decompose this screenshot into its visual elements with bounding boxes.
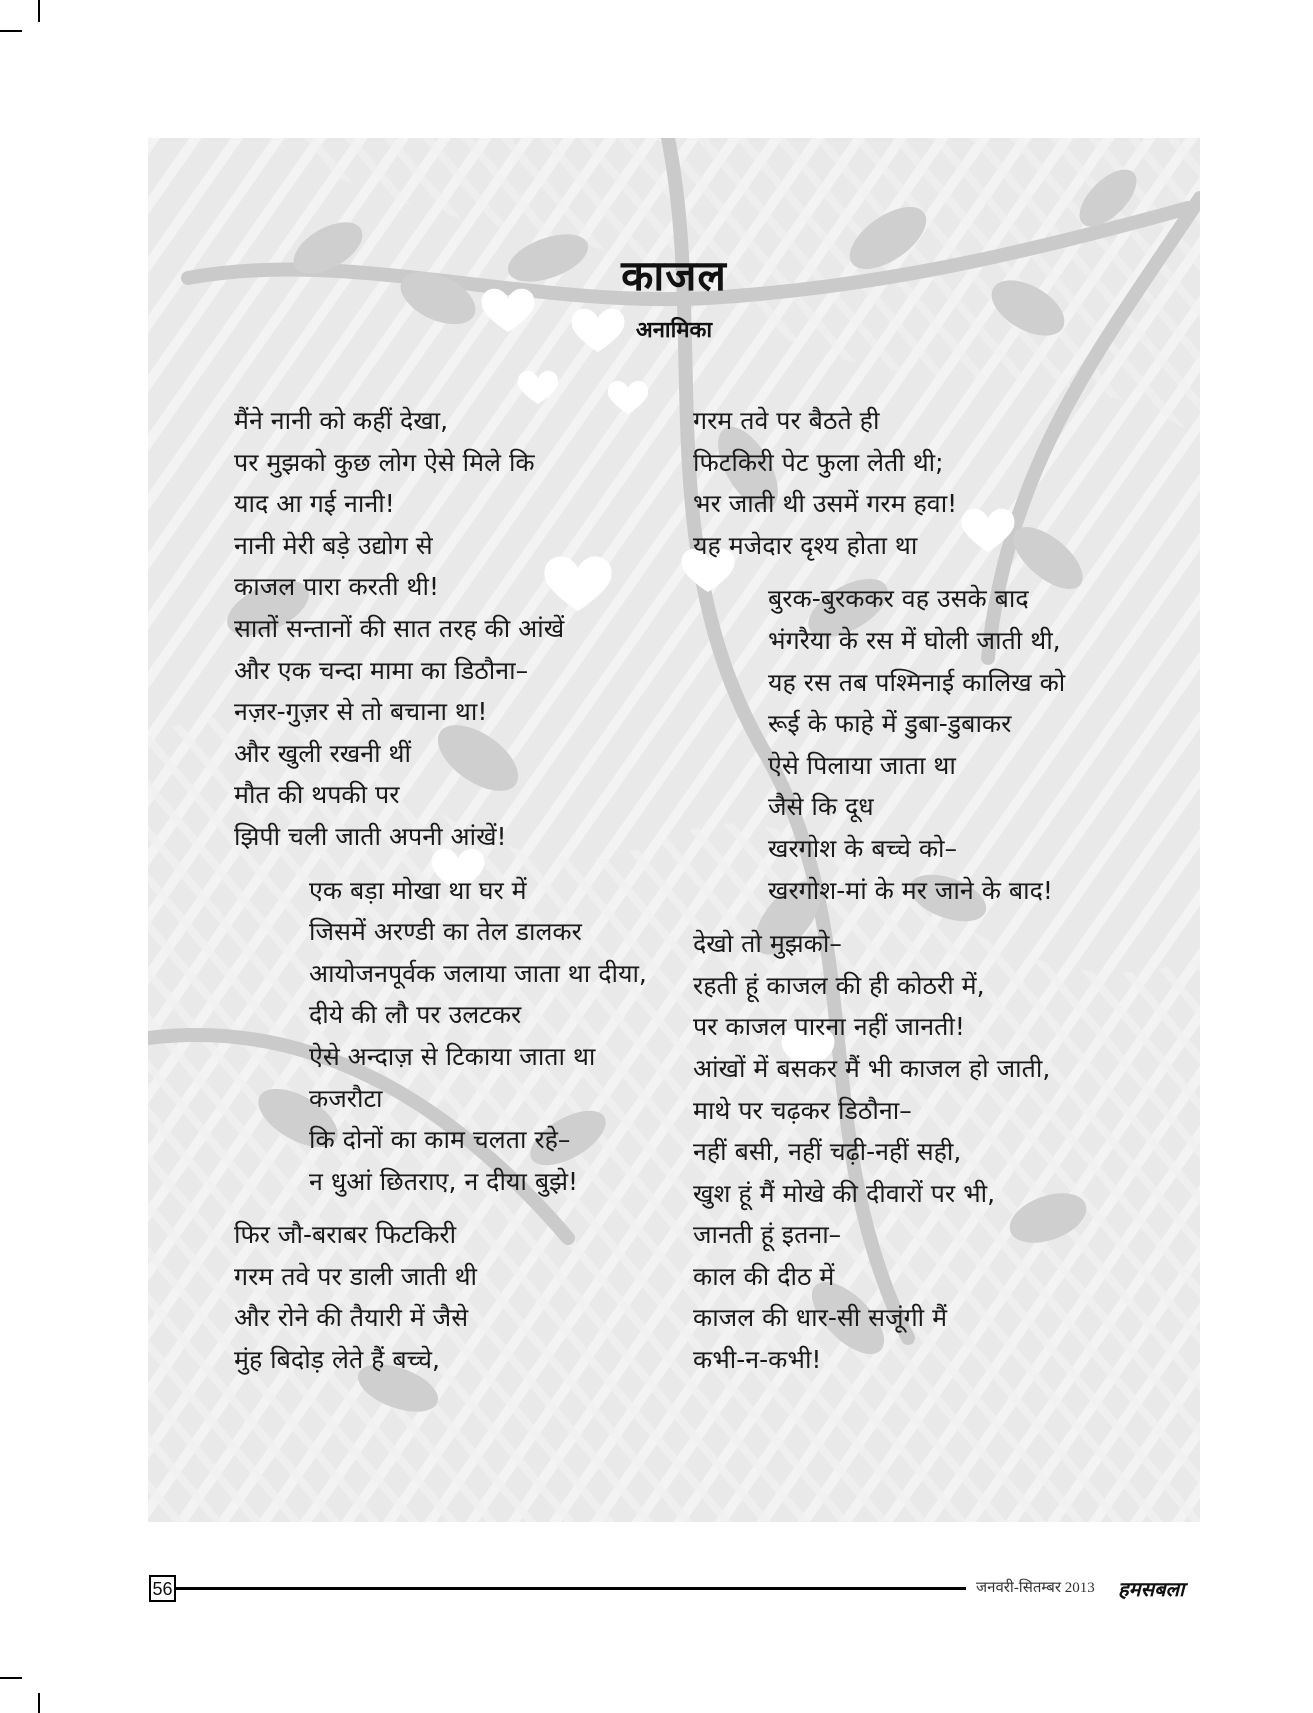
stanza — [768, 578, 1183, 911]
poem-line: मुंह बिदोड़ लेते हैं बच्चे, — [234, 1345, 440, 1375]
page-number: 56 — [149, 1575, 176, 1602]
poem-line: और रोने की तैयारी में जैसे — [234, 1303, 469, 1333]
poem-line: न धुआं छितराए, न दीया बुझे! — [309, 1166, 579, 1196]
poem-line: माथे पर चढ़कर डिठौना– — [693, 1095, 912, 1125]
poem-line: नहीं बसी, नहीं चढ़ी-नहीं सही, — [693, 1137, 962, 1167]
poem-line: जिसमें अरण्डी का तेल डालकर — [309, 917, 582, 947]
magazine-logo: हमसबला — [1118, 1577, 1185, 1601]
poem-line: यह मजेदार दृश्य होता था — [693, 530, 918, 560]
crop-mark-bottom-left-h — [0, 1677, 22, 1679]
poem-line: ऐसे अन्दाज़ से टिकाया जाता था — [309, 1041, 596, 1071]
poem-line: काल की दीठ में — [693, 1261, 835, 1291]
poem-line: नज़र-गुज़र से तो बचाना था! — [234, 697, 488, 727]
poem-line: खुश हूं मैं मोखे की दीवारों पर भी, — [693, 1178, 996, 1208]
crop-mark-bottom-left-v — [38, 1693, 40, 1713]
footer-rule — [176, 1587, 966, 1590]
poem-line: जैसे कि दूध — [768, 792, 874, 822]
poem-title: काजल — [621, 251, 727, 300]
poem-line: सातों सन्तानों की सात तरह की आंखें — [234, 613, 565, 643]
crop-mark-top-left-v — [38, 0, 40, 22]
crop-mark-top-left-h — [0, 30, 22, 32]
poem-line: कजरौटा — [309, 1083, 383, 1113]
stanza — [234, 1214, 704, 1380]
poem-line: ऐसे पिलाया जाता था — [768, 750, 956, 780]
poem-line: रूई के फाहे में डुबा-डुबाकर — [768, 709, 1012, 739]
poem-line: भंगरैया के रस में घोली जाती थी, — [768, 625, 1061, 655]
stanza — [309, 870, 704, 1203]
poem-line: फिर जौ-बराबर फिटकिरी — [234, 1220, 457, 1250]
poem-line: रहती हूं काजल की ही कोठरी में, — [693, 970, 985, 1000]
issue-date: जनवरी-सितम्बर 2013 — [976, 1580, 1095, 1596]
poem-line: खरगोश-मां के मर जाने के बाद! — [768, 875, 1053, 905]
poem-line: एक बड़ा मोखा था घर में — [309, 875, 527, 905]
poem-line: काजल पारा करती थी! — [234, 572, 440, 602]
poem-line: मैंने नानी को कहीं देखा, — [234, 406, 449, 435]
poem-panel — [148, 138, 1200, 1522]
poem-line: और एक चन्दा मामा का डिठौना– — [234, 655, 529, 685]
poem-line: और खुली रखनी थीं — [234, 738, 411, 768]
poem-line: बुरक-बुरककर वह उसके बाद — [768, 584, 1029, 614]
poem-line: नानी मेरी बड़े उद्योग से — [234, 530, 433, 560]
poem-line: याद आ गई नानी! — [234, 489, 395, 519]
poem-line: कि दोनों का काम चलता रहे– — [309, 1125, 571, 1155]
right-column — [693, 400, 1183, 1381]
poem-line: झिपी चली जाती अपनी आंखें! — [234, 821, 507, 851]
poem-line: कभी-न-कभी! — [693, 1345, 822, 1375]
poem-line: आंखों में बसकर मैं भी काजल हो जाती, — [693, 1053, 1051, 1083]
left-column — [234, 400, 704, 1381]
poem-line: पर मुझको कुछ लोग ऐसे मिले कि — [234, 447, 535, 477]
poem-line: यह रस तब पश्मिनाई कालिख को — [768, 667, 1066, 697]
poem-line: खरगोश के बच्चे को– — [768, 833, 958, 863]
poem-line: गरम तवे पर डाली जाती थी — [234, 1261, 478, 1291]
poem-line: भर जाती थी उसमें गरम हवा! — [693, 489, 958, 519]
stanza — [693, 400, 1183, 566]
poem-line: आयोजनपूर्वक जलाया जाता था दीया, — [309, 958, 647, 988]
stanza — [234, 400, 704, 858]
poem-line: देखो तो मुझको– — [693, 929, 842, 959]
poem-line: गरम तवे पर बैठते ही — [693, 406, 880, 435]
poem-line: मौत की थपकी पर — [234, 780, 400, 810]
poem-author: अनामिका — [635, 318, 713, 343]
poem-line: जानती हूं इतना– — [693, 1220, 842, 1250]
poem-line: फिटकिरी पेट फुला लेती थी; — [693, 447, 944, 477]
poem-line: दीये की लौ पर उलटकर — [309, 1000, 522, 1030]
stanza — [693, 923, 1183, 1381]
poem-line: पर काजल पारना नहीं जानती! — [693, 1012, 965, 1042]
poem-line: काजल की धार-सी सजूंगी मैं — [693, 1303, 948, 1333]
